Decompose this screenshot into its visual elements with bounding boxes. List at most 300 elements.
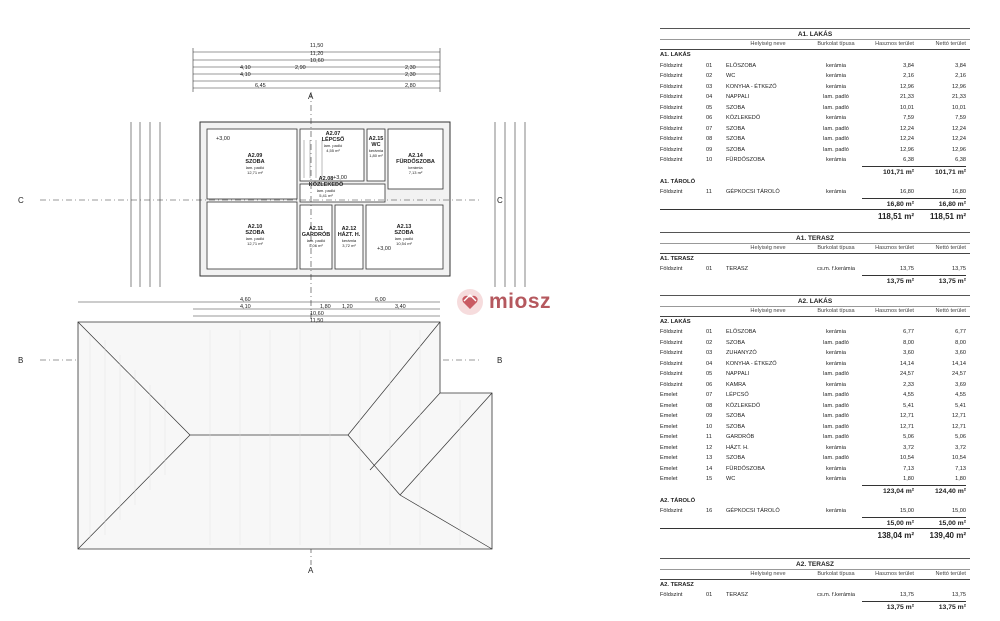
room-a2-13: A2.13 SZOBA lam. padló 10,54 m² <box>394 224 414 246</box>
table-cell: lam. padló <box>823 371 849 377</box>
table-cell: Földszint <box>660 83 683 90</box>
table-cell: lam. padló <box>823 423 849 430</box>
table-cell: 3,72 <box>903 444 914 451</box>
header-cell <box>660 41 706 47</box>
table-row <box>660 422 970 433</box>
table-cell: Emelet <box>660 413 678 419</box>
table-cell: Emelet <box>660 465 678 472</box>
table-cell: 5,06 <box>955 434 966 440</box>
table-cell: 6,77 <box>955 329 966 335</box>
header-cell: Burkolat típusa <box>817 244 855 251</box>
section-a-bottom: A <box>308 566 314 575</box>
table-cell: 2,16 <box>955 73 966 79</box>
table-row <box>660 155 970 166</box>
table-header <box>660 244 970 254</box>
level-marker: +3,00 <box>333 175 347 181</box>
dim-bottom-a: 4,10 <box>240 304 251 310</box>
table-cell: 10,01 <box>952 104 966 111</box>
table-cell: 1,80 <box>903 476 914 482</box>
table-cell: 04 <box>706 360 713 367</box>
table-cell: 6,38 <box>955 157 966 163</box>
table-cell: Emelet <box>660 434 678 440</box>
total-useful: 118,51 m² <box>877 211 914 221</box>
subtotal-net: 124,40 m² <box>914 485 966 496</box>
header-cell: Helyiség neve <box>750 244 786 251</box>
table-cell: cs.m. f.kerámia <box>817 592 855 598</box>
table-total <box>660 209 970 223</box>
table-row <box>660 348 970 359</box>
section-b-right: B <box>497 356 503 365</box>
table-cell: SZOBA <box>726 146 745 153</box>
table-cell: 24,57 <box>952 371 966 377</box>
table-cell: kerámia <box>826 444 846 451</box>
spacer <box>660 601 862 612</box>
group-label: A1. TÁROLÓ <box>660 178 696 185</box>
table-cell: Földszint <box>660 62 683 69</box>
subtotal-useful: 13,75 m² <box>862 275 914 286</box>
table-cell: 1,80 <box>955 476 966 482</box>
table-row <box>660 369 970 380</box>
table-row <box>660 338 970 349</box>
spacer <box>660 198 862 209</box>
table-row <box>660 113 970 124</box>
logo-text: miosz <box>489 290 552 313</box>
header-cell: Hasznos terület <box>875 570 914 577</box>
table-cell: GÉPKOCSI TÁROLÓ <box>726 508 780 514</box>
table-cell: Földszint <box>660 136 683 142</box>
table-cell: 13,75 <box>952 266 966 272</box>
table-cell: HÁZT. H. <box>726 444 749 451</box>
table-row <box>660 432 970 443</box>
area-table <box>660 28 970 223</box>
total-useful: 138,04 m² <box>877 530 914 540</box>
header-cell <box>660 571 706 577</box>
table-cell: 01 <box>706 266 713 272</box>
table-cell: Emelet <box>660 402 678 409</box>
table-cell: kerámia <box>826 83 846 90</box>
table-cell: 4,55 <box>955 392 966 398</box>
group-label: A1. LAKÁS <box>660 52 691 58</box>
area-table <box>660 232 970 286</box>
table-cell: lam. padló <box>823 392 849 398</box>
table-title: A1. TERASZ <box>660 232 970 244</box>
table-cell: Emelet <box>660 476 678 482</box>
table-cell: Földszint <box>660 371 683 377</box>
table-cell: kerámia <box>826 189 846 195</box>
table-cell: GÉPKOCSI TÁROLÓ <box>726 189 780 195</box>
table-cell: 3,60 <box>955 350 966 356</box>
table-cell: 6,38 <box>903 157 914 163</box>
table-cell: 8,00 <box>903 339 914 346</box>
table-cell: SZOBA <box>726 455 745 461</box>
table-cell: kerámia <box>826 350 846 356</box>
subtotal-net: 13,75 m² <box>914 275 966 286</box>
table-cell: Földszint <box>660 350 683 356</box>
house-heart-icon <box>455 287 485 317</box>
table-row <box>660 92 970 103</box>
table-cell: 01 <box>706 592 713 598</box>
header-cell: Hasznos terület <box>875 41 914 47</box>
table-row <box>660 453 970 464</box>
miosz-logo <box>455 287 551 317</box>
table-cell: 14,14 <box>952 360 966 367</box>
dim-bottom-overall: 11,50 <box>310 318 324 324</box>
header-cell <box>706 308 726 314</box>
table-cell: lam. padló <box>823 104 849 111</box>
table-cell: 12,24 <box>952 125 966 132</box>
header-cell: Helyiség neve <box>750 570 786 577</box>
table-cell: 2,16 <box>903 73 914 79</box>
table-cell: LÉPCSŐ <box>726 392 749 398</box>
header-cell: Nettó terület <box>935 307 966 314</box>
table-cell: 09 <box>706 146 713 153</box>
table-cell: Földszint <box>660 508 683 514</box>
table-row <box>660 506 970 517</box>
subtotal-useful: 15,00 m² <box>862 517 914 528</box>
room-a2-08: A2.08 KÖZLEKEDŐ lam. padló 5,41 m² <box>308 176 344 198</box>
header-cell: Helyiség neve <box>750 307 786 314</box>
dim-left-2: 4,10 <box>240 72 251 78</box>
table-cell: 10,01 <box>900 104 914 111</box>
subtotal-net: 15,00 m² <box>914 517 966 528</box>
section-c-right: C <box>497 196 503 205</box>
table-cell: 14 <box>706 465 713 472</box>
dim-axis-left: 6,45 <box>255 83 266 89</box>
section-c-left: C <box>18 196 24 205</box>
header-cell <box>706 41 726 47</box>
table-cell: Földszint <box>660 329 683 335</box>
dim-inner-top: 11,20 <box>310 51 324 57</box>
table-cell: Földszint <box>660 266 683 272</box>
table-cell: 5,41 <box>903 402 914 409</box>
table-cell: Földszint <box>660 189 683 195</box>
header-cell: Hasznos terület <box>875 307 914 314</box>
dim-room-mid: 2,90 <box>295 65 306 71</box>
table-cell: cs.m. f.kerámia <box>817 266 855 272</box>
table-cell: 09 <box>706 413 713 419</box>
table-cell: 12,71 <box>900 413 914 419</box>
table-cell: 13,75 <box>900 592 914 598</box>
table-cell: FÜRDŐSZOBA <box>726 465 765 472</box>
table-cell: 05 <box>706 371 713 377</box>
dim-wall-top: 10,60 <box>310 58 324 64</box>
room-a2-14: A2.14 FÜRDŐSZOBA kerámia 7,13 m² <box>396 153 435 175</box>
table-cell: 12,71 <box>952 423 966 430</box>
table-row <box>660 327 970 338</box>
table-cell: lam. padló <box>823 434 849 440</box>
level-marker: +3,00 <box>216 136 230 142</box>
table-cell: 7,59 <box>955 115 966 121</box>
table-cell: ZUHANYZÓ <box>726 350 757 356</box>
subtotal-useful: 13,75 m² <box>862 601 914 612</box>
table-row <box>660 443 970 454</box>
header-cell: Nettó terület <box>935 570 966 577</box>
header-cell: Nettó terület <box>935 41 966 47</box>
level-marker: +3,00 <box>377 246 391 252</box>
table-header <box>660 570 970 580</box>
table-cell: lam. padló <box>823 125 849 132</box>
table-cell: 01 <box>706 62 713 69</box>
table-cell: 3,72 <box>955 444 966 451</box>
table-cell: lam. padló <box>823 455 849 461</box>
header-cell <box>660 245 706 251</box>
table-cell: 06 <box>706 381 713 388</box>
table-cell: SZOBA <box>726 413 745 419</box>
room-a2-10: A2.10 SZOBA lam. padló 12,71 m² <box>245 224 265 246</box>
spacer <box>660 166 862 177</box>
spacer <box>660 275 862 286</box>
table-cell: 13,75 <box>900 266 914 272</box>
table-header <box>660 307 970 317</box>
table-cell: 16 <box>706 508 713 514</box>
table-cell: Földszint <box>660 339 683 346</box>
dim-bottom-b: 1,80 <box>320 304 331 310</box>
table-cell: kerámia <box>826 465 846 472</box>
table-cell: 4,55 <box>903 392 914 398</box>
group-subtotal <box>660 198 970 209</box>
table-cell: KONYHA - ÉTKEZŐ <box>726 360 777 367</box>
table-cell: GARDRÓB <box>726 434 755 440</box>
table-row <box>660 401 970 412</box>
total-net: 118,51 m² <box>929 211 966 221</box>
dim-bottom-c: 1,20 <box>342 304 353 310</box>
table-cell: 10 <box>706 157 713 163</box>
table-cell: TERASZ <box>726 592 749 598</box>
table-cell: 16,80 <box>900 189 914 195</box>
table-row <box>660 359 970 370</box>
table-cell: 12,96 <box>900 146 914 153</box>
table-cell: kerámia <box>826 360 846 367</box>
table-cell: 12,96 <box>900 83 914 90</box>
table-row <box>660 61 970 72</box>
table-cell: Földszint <box>660 592 683 598</box>
table-cell: 2,33 <box>903 381 914 388</box>
table-row <box>660 187 970 198</box>
room-a2-11: A2.11 GARDRÓB lam. padló 5,06 m² <box>301 226 331 248</box>
table-row <box>660 590 970 601</box>
header-cell <box>706 571 726 577</box>
table-cell: 02 <box>706 73 713 79</box>
spacer <box>660 210 862 223</box>
table-cell: 10 <box>706 423 713 430</box>
area-tables <box>660 28 970 621</box>
dim-bottom-total: 10,60 <box>310 311 324 317</box>
table-cell: lam. padló <box>823 136 849 142</box>
header-cell: Burkolat típusa <box>817 41 855 47</box>
group-label: A2. LAKÁS <box>660 318 691 325</box>
table-cell: Földszint <box>660 157 683 163</box>
table-cell: 04 <box>706 94 713 100</box>
dim-bottom-left: 4,60 <box>240 297 251 303</box>
table-row <box>660 380 970 391</box>
table-cell: ELŐSZOBA <box>726 62 757 69</box>
dim-axis-right: 2,80 <box>405 83 416 89</box>
spacer <box>660 485 862 496</box>
table-cell: 15,00 <box>900 508 914 514</box>
room-a2-07: A2.07 LÉPCSŐ lam. padló 4,55 m² <box>321 131 345 153</box>
table-cell: Emelet <box>660 423 678 430</box>
table-cell: lam. padló <box>823 339 849 346</box>
table-row <box>660 464 970 475</box>
table-title: A2. TERASZ <box>660 558 970 570</box>
room-a2-09: A2.09 SZOBA lam. padló 12,71 m² <box>245 153 265 175</box>
table-cell: 3,69 <box>955 381 966 388</box>
subtotal-useful: 16,80 m² <box>862 198 914 209</box>
table-cell: 12,24 <box>952 136 966 142</box>
table-cell: 10,54 <box>952 455 966 461</box>
table-total <box>660 528 970 542</box>
group-subtotal <box>660 517 970 528</box>
table-cell: 14,14 <box>900 360 914 367</box>
area-table <box>660 295 970 542</box>
table-cell: lam. padló <box>823 402 849 409</box>
dim-right-2: 2,30 <box>405 72 416 78</box>
table-cell: 5,06 <box>903 434 914 440</box>
group-subtotal <box>660 166 970 177</box>
group-subtotal <box>660 485 970 496</box>
table-cell: 07 <box>706 125 713 132</box>
table-cell: Földszint <box>660 125 683 132</box>
table-cell: 10,54 <box>900 455 914 461</box>
table-cell: 7,13 <box>955 465 966 472</box>
table-cell: kerámia <box>826 476 846 482</box>
table-cell: 12,24 <box>900 136 914 142</box>
table-cell: 12,71 <box>900 423 914 430</box>
table-cell: 16,80 <box>952 189 966 195</box>
dim-room-left: 4,10 <box>240 65 251 71</box>
table-title: A2. LAKÁS <box>660 295 970 307</box>
table-cell: 24,57 <box>900 371 914 377</box>
dim-bottom-right: 6,00 <box>375 297 386 303</box>
table-cell: Földszint <box>660 104 683 111</box>
table-cell: lam. padló <box>823 413 849 419</box>
table-cell: 08 <box>706 402 713 409</box>
dim-bottom-d: 3,40 <box>395 304 406 310</box>
table-cell: WC <box>726 73 736 79</box>
group-label: A2. TERASZ <box>660 581 694 588</box>
table-cell: 03 <box>706 350 713 356</box>
room-a2-15: A2.15 WC kerámia 1,80 m² <box>368 136 384 158</box>
subtotal-net: 13,75 m² <box>914 601 966 612</box>
table-cell: kerámia <box>826 381 846 388</box>
table-cell: 15 <box>706 476 713 482</box>
table-row <box>660 103 970 114</box>
table-cell: 3,84 <box>955 62 966 69</box>
table-cell: KÖZLEKEDŐ <box>726 115 761 121</box>
table-cell: 3,60 <box>903 350 914 356</box>
table-cell: FÜRDŐSZOBA <box>726 157 765 163</box>
table-cell: 12 <box>706 444 713 451</box>
table-cell: 6,77 <box>903 329 914 335</box>
table-cell: Emelet <box>660 392 678 398</box>
table-cell: kerámia <box>826 62 846 69</box>
table-cell: 7,59 <box>903 115 914 121</box>
table-cell: 08 <box>706 136 713 142</box>
header-cell: Nettó terület <box>935 244 966 251</box>
subtotal-net: 101,71 m² <box>914 166 966 177</box>
table-cell: 13,75 <box>952 592 966 598</box>
table-cell: KONYHA - ÉTKEZŐ <box>726 83 777 90</box>
table-row <box>660 145 970 156</box>
table-cell: TERASZ <box>726 266 749 272</box>
table-header <box>660 40 970 50</box>
table-cell: 8,00 <box>955 339 966 346</box>
table-cell: 7,13 <box>903 465 914 472</box>
table-cell: 03 <box>706 83 713 90</box>
table-cell: 21,33 <box>952 94 966 100</box>
table-cell: 5,41 <box>955 402 966 409</box>
table-cell: 02 <box>706 339 713 346</box>
table-cell: Földszint <box>660 94 683 100</box>
table-cell: 12,24 <box>900 125 914 132</box>
table-cell: kerámia <box>826 329 846 335</box>
table-cell: NAPPALI <box>726 371 750 377</box>
dim-overall-top: 11,50 <box>310 43 324 49</box>
table-cell: Földszint <box>660 73 683 79</box>
table-cell: 12,96 <box>952 83 966 90</box>
subtotal-useful: 101,71 m² <box>862 166 914 177</box>
room-a2-12: A2.12 HÁZT. H. kerámia 3,72 m² <box>337 226 361 248</box>
spacer <box>660 529 862 542</box>
table-cell: Földszint <box>660 146 683 153</box>
table-cell: SZOBA <box>726 125 745 132</box>
table-row <box>660 71 970 82</box>
table-row <box>660 264 970 275</box>
header-cell <box>660 308 706 314</box>
table-cell: Földszint <box>660 115 683 121</box>
table-cell: 07 <box>706 392 713 398</box>
table-cell: NAPPALI <box>726 94 750 100</box>
header-cell: Hasznos terület <box>875 244 914 251</box>
table-cell: SZOBA <box>726 423 745 430</box>
table-cell: Földszint <box>660 360 683 367</box>
subtotal-net: 16,80 m² <box>914 198 966 209</box>
table-cell: Emelet <box>660 455 678 461</box>
section-b-left: B <box>18 356 24 365</box>
area-table <box>660 558 970 612</box>
table-cell: SZOBA <box>726 339 745 346</box>
table-cell: lam. padló <box>823 146 849 153</box>
table-row <box>660 124 970 135</box>
subtotal-useful: 123,04 m² <box>862 485 914 496</box>
table-cell: 21,33 <box>900 94 914 100</box>
group-subtotal <box>660 275 970 286</box>
table-title: A1. LAKÁS <box>660 28 970 40</box>
section-a-top: A <box>308 92 314 101</box>
header-cell: Burkolat típusa <box>817 570 855 577</box>
table-cell: 12,71 <box>952 413 966 419</box>
table-row <box>660 474 970 485</box>
table-cell: 01 <box>706 329 713 335</box>
table-cell: Emelet <box>660 444 678 451</box>
group-label: A1. TERASZ <box>660 255 694 262</box>
table-cell: SZOBA <box>726 136 745 142</box>
table-cell: kerámia <box>826 508 846 514</box>
table-cell: kerámia <box>826 73 846 79</box>
group-label: A2. TÁROLÓ <box>660 497 696 504</box>
table-cell: 13 <box>706 455 713 461</box>
table-cell: lam. padló <box>823 94 849 100</box>
table-cell: ELŐSZOBA <box>726 329 757 335</box>
table-row <box>660 82 970 93</box>
table-cell: 11 <box>706 434 712 440</box>
table-cell: 15,00 <box>952 508 966 514</box>
table-row <box>660 134 970 145</box>
group-subtotal <box>660 601 970 612</box>
header-cell: Helyiség neve <box>750 41 786 47</box>
table-cell: kerámia <box>826 157 846 163</box>
table-cell: WC <box>726 476 736 482</box>
